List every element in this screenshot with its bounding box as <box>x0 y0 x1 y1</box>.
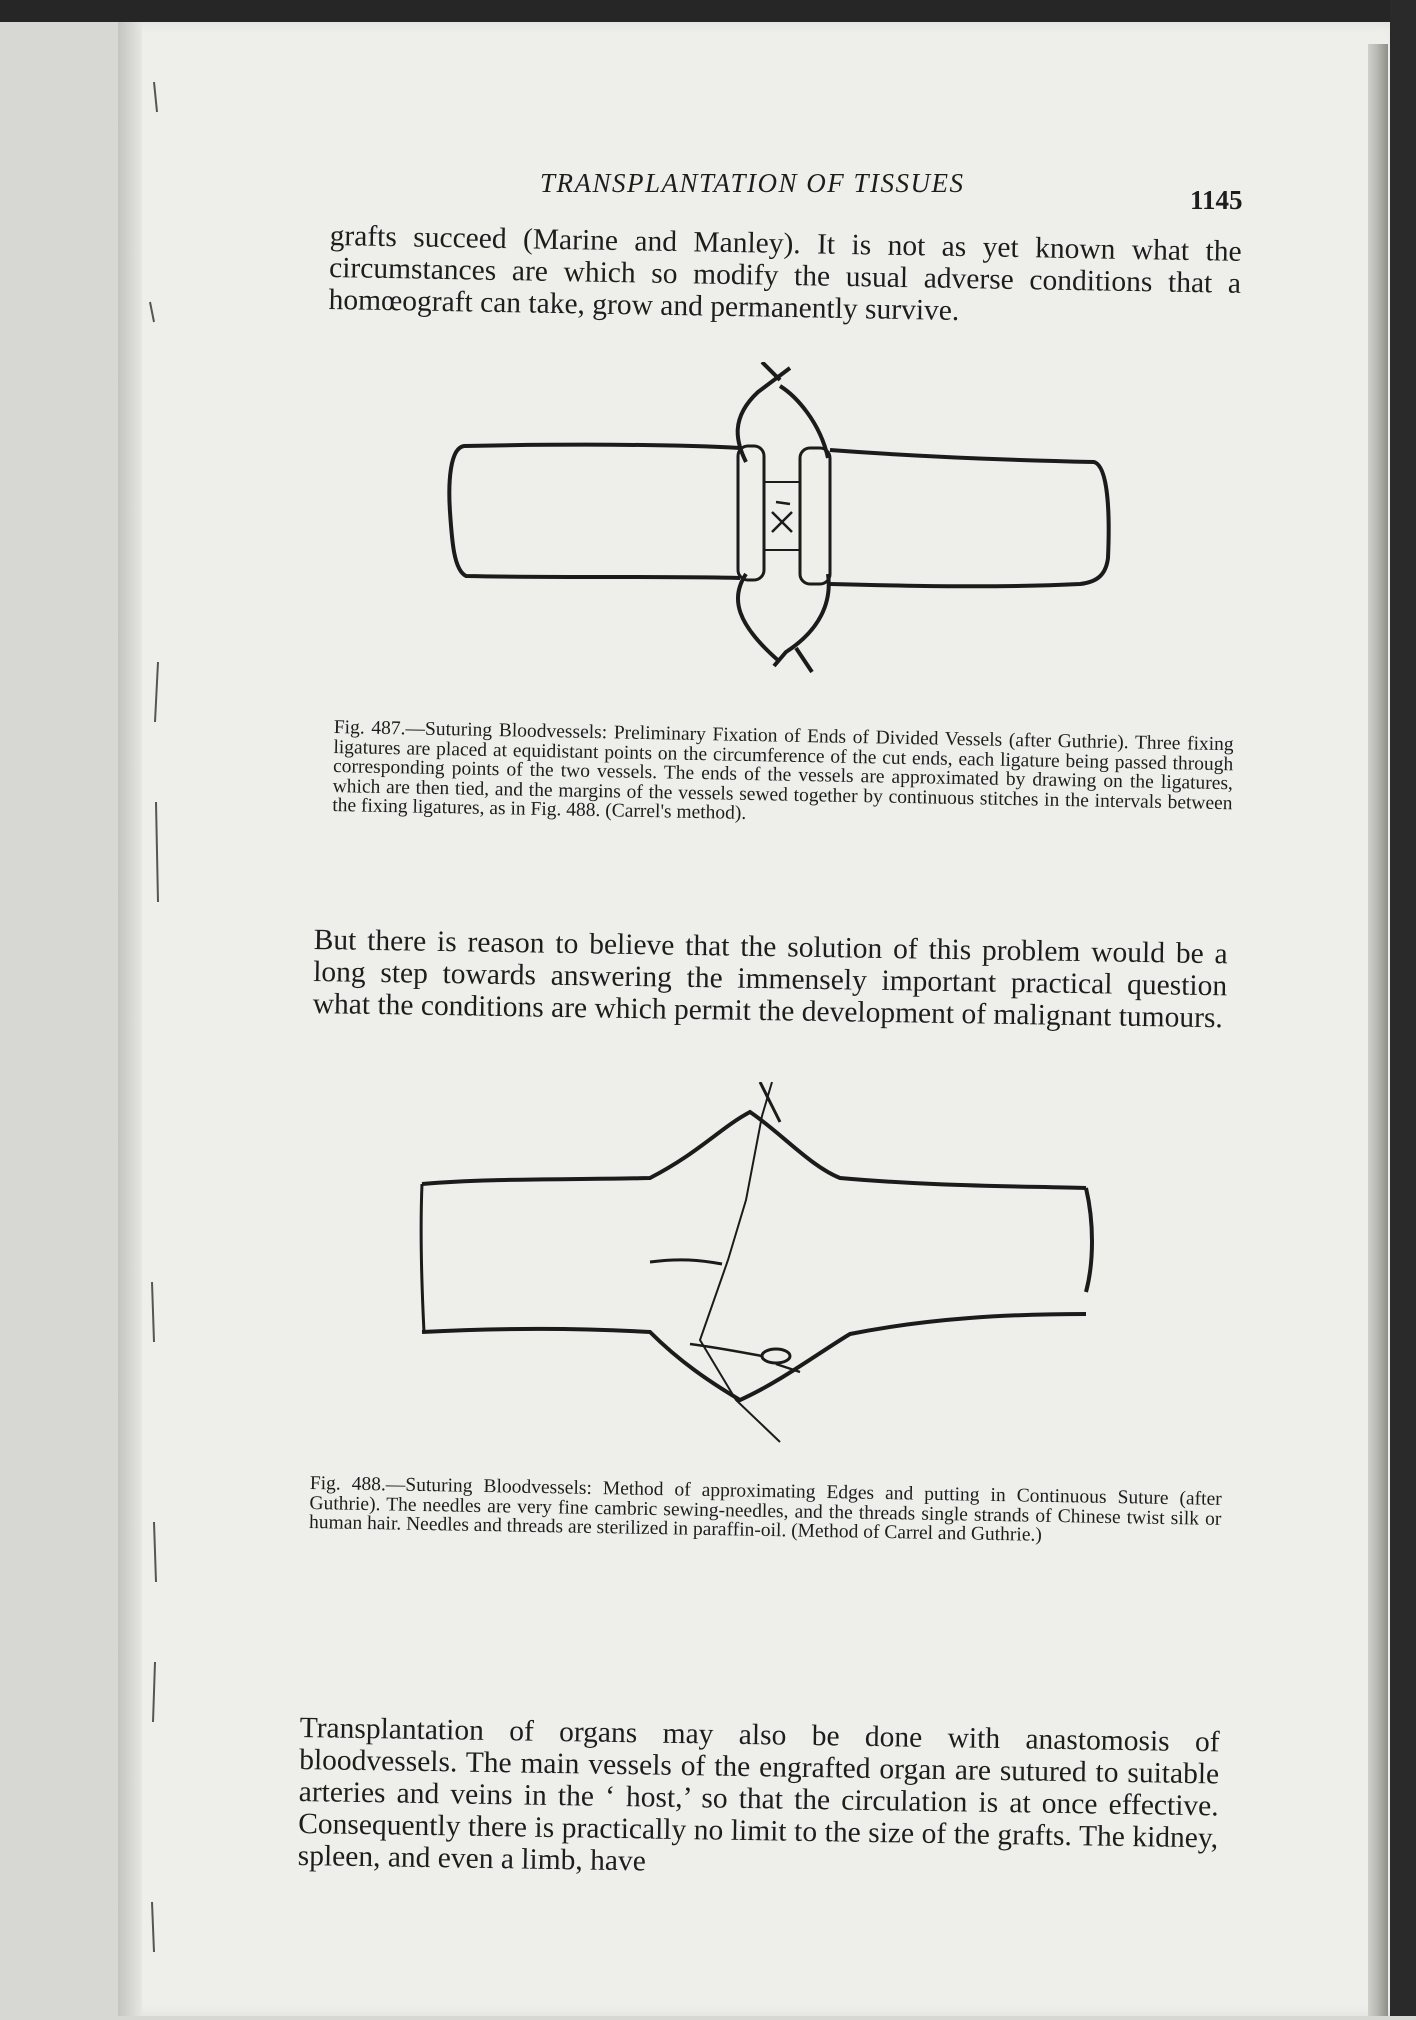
book-binding-gutter <box>118 22 142 2016</box>
figure-487-caption <box>332 718 1234 833</box>
fixing-ligature-center <box>772 502 792 532</box>
scanner-right-border <box>1390 0 1416 2016</box>
figure-487-label: Fig. 487. <box>333 717 406 740</box>
vessel-left-outline <box>449 445 740 578</box>
sewing-needle-eye <box>762 1349 790 1363</box>
page-stack-edge <box>1368 44 1388 2016</box>
figure-487-illustration <box>440 362 1120 674</box>
vessel-right-end <box>1086 1188 1092 1292</box>
running-head: TRANSPLANTATION OF TISSUES <box>540 168 965 198</box>
paragraph-3 <box>297 1712 1219 1886</box>
figure-487-caption-text: —Suturing Bloodvessels: Preliminary Fixation of Ends of Divided Vessels (after Guthrie). Three fixing ligatures are placed at equidistant points on the circumference of the cut ends, each ligature being passed through corresponding points of the two vessels. The ends of the vessels are approximated by drawing on the ligatures, which are then tied, and the margins of the vessels sewed together by continuous stitches in the intervals between the fixing ligatures, as in Fig. 488. (Carrel's method). <box>332 718 1234 824</box>
paragraph-1: grafts succeed (Marine and Manley). It is not as yet known what the circumstances are which so modify the usual adverse conditions that a homœograft can take, grow and permanently survive. <box>328 220 1242 327</box>
figure-488-illustration <box>410 1082 1110 1474</box>
binding-stitch-marks <box>140 22 170 2016</box>
vessel-right-outline <box>830 450 1109 586</box>
vessel-right-cut-end <box>800 448 830 584</box>
vessel-outline-lower <box>422 1314 1086 1400</box>
paragraph-3-text: Transplantation of organs may also be done with anastomosis of bloodvessels. The main vessels of the engrafted organ are sutured to suitable arteries and veins in the ‘ host,’ so that the circulation is at once effective. Consequently there is practically no limit to the size of the grafts. The kidney, spleen, and even a limb, have <box>297 1712 1220 1878</box>
paragraph-2: But there is reason to believe that the solution of this problem would be a long step towards answering the immensely important practical question what the conditions are which permit the development of malignant tumours. <box>312 924 1228 1035</box>
suture-loop-left <box>650 1260 722 1264</box>
vessel-outline-upper <box>422 1112 1086 1188</box>
scanner-top-border <box>0 0 1416 22</box>
page-number: 1145 <box>1190 185 1243 215</box>
figure-488-caption-text: —Suturing Bloodvessels: Method of approximating Edges and putting in Continuous Suture (after Guthrie). The needles are very fine cambric sewing-needles, and the threads single strands of Chinese twist silk or human hair. Needles and threads are sterilized in paraffin-oil. (Method of Carrel and Guthrie.) <box>308 1474 1222 1546</box>
sewing-needle <box>690 1344 800 1372</box>
vessel-left-cut-end <box>738 446 764 580</box>
vessel-left-end <box>421 1184 424 1332</box>
fixing-ligature-bottom <box>738 574 829 672</box>
figure-488-label: Fig. 488. <box>309 1473 387 1496</box>
